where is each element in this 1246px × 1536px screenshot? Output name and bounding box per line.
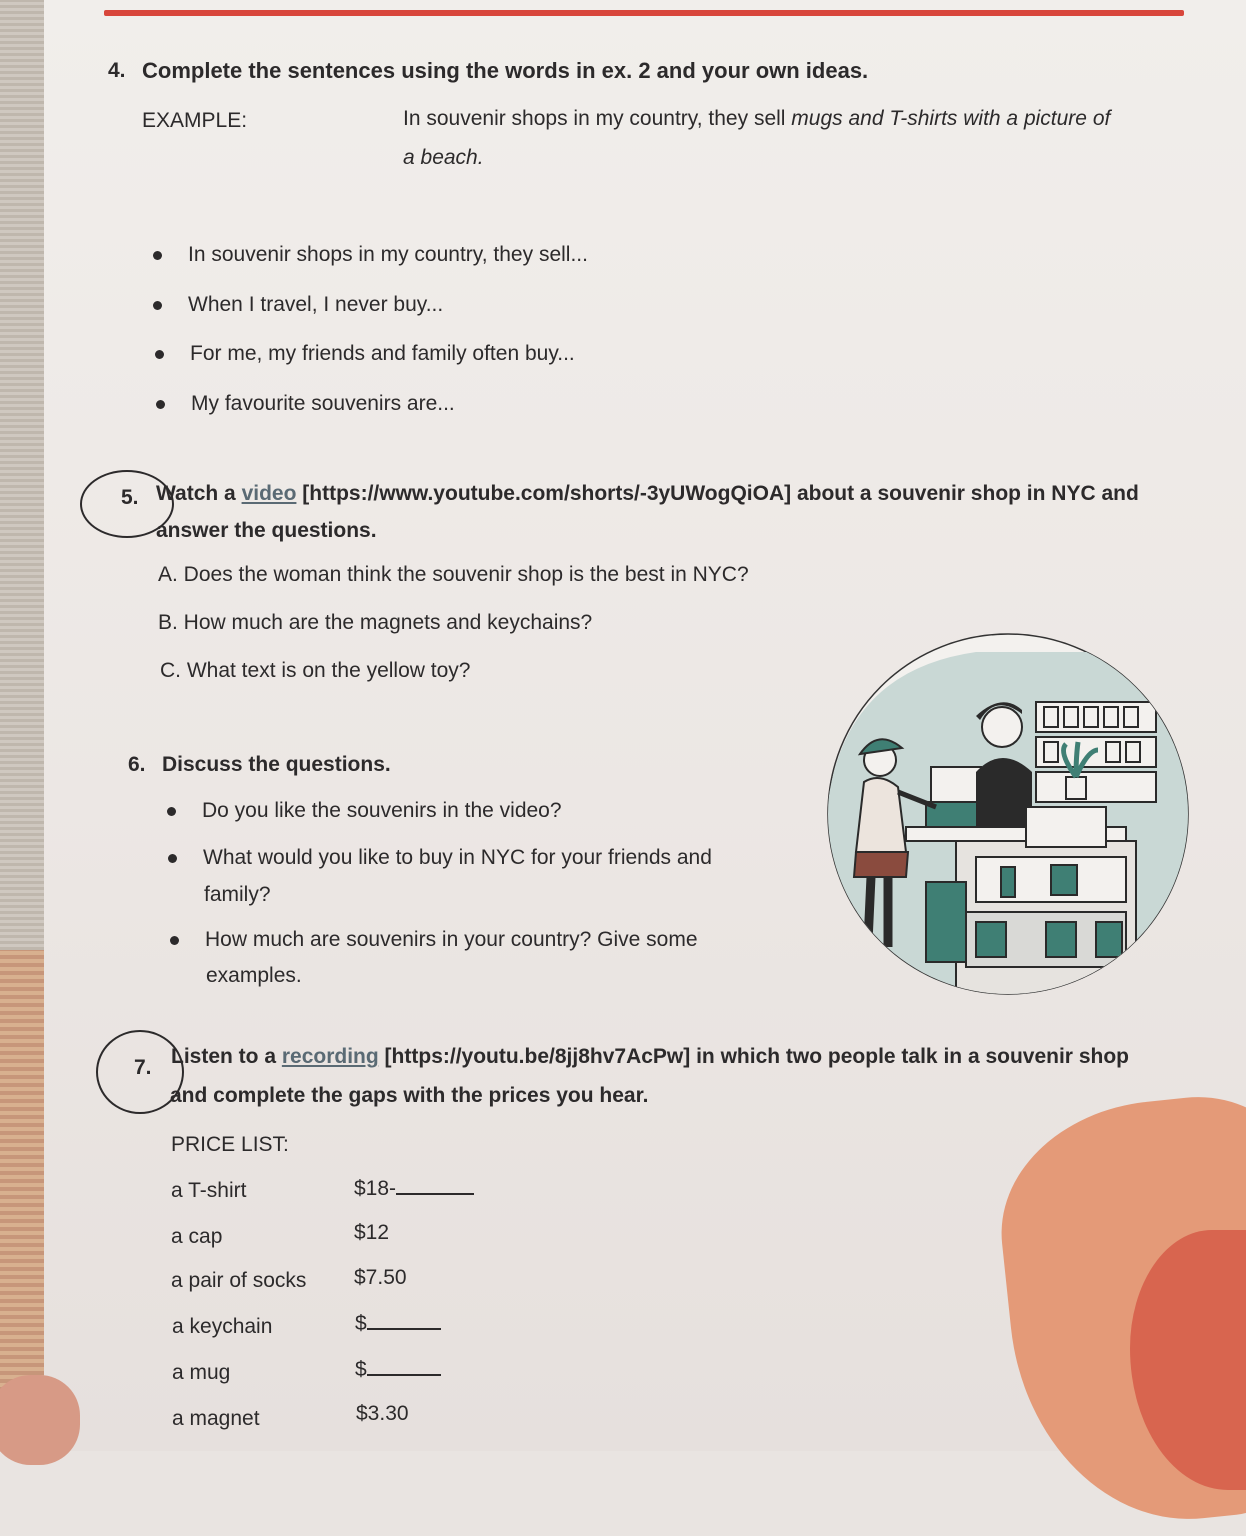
price-item-name: a pair of socks <box>171 1269 307 1292</box>
price-item-name: a magnet <box>172 1407 260 1430</box>
souvenir-shop-illustration <box>826 632 1190 996</box>
ex4-bullet-4: My favourite souvenirs are... <box>191 392 455 415</box>
price-gap-mug[interactable] <box>367 1358 441 1376</box>
ex6-bullet-2-cont: family? <box>204 883 271 906</box>
ex5-question-b: B. How much are the magnets and keychains? <box>158 611 593 634</box>
ex4-example-prefix: In souvenir shops in my country, they sell <box>403 107 792 130</box>
ex7-recording-link[interactable]: recording <box>281 1045 379 1068</box>
ex4-example-label: EXAMPLE: <box>142 109 248 132</box>
ex5-question-a: A. Does the woman think the souvenir shop is the best in NYC? <box>158 563 749 586</box>
ex6-bullet-1: Do you like the souvenirs in the video? <box>202 799 562 822</box>
ex4-example-line1 <box>403 106 1110 132</box>
price-item-value: $18- <box>354 1176 474 1202</box>
price-item-value: $ <box>355 1311 441 1337</box>
ex5-title-b: [https://www.youtube.com/shorts/-3yUWogQiOA] about a souvenir shop in NYC and <box>296 482 1139 505</box>
ex7-title-a: Listen to a <box>171 1045 282 1068</box>
ex4-bullet-3: For me, my friends and family often buy... <box>190 342 575 365</box>
price-item-value: $3.30 <box>356 1402 409 1425</box>
ex5-question-c: C. What text is on the yellow toy? <box>160 659 471 682</box>
ex6-title: Discuss the questions. <box>162 753 391 776</box>
ex5-title-line1 <box>156 481 1139 507</box>
price-item-name: a T-shirt <box>171 1179 247 1202</box>
ex6-bullet-3: How much are souvenirs in your country? Give some <box>205 928 698 951</box>
ex6-bullet-2: What would you like to buy in NYC for your friends and <box>203 846 712 869</box>
price-item-value: $7.50 <box>354 1266 407 1289</box>
price-gap-tshirt[interactable] <box>396 1177 474 1195</box>
top-accent-rule <box>104 10 1184 16</box>
ex6-number: 6. <box>128 753 146 776</box>
price-gap-keychain[interactable] <box>367 1312 441 1330</box>
thumb <box>0 1375 80 1465</box>
ex5-video-link[interactable]: video <box>241 482 297 505</box>
ex7-title-line1 <box>171 1044 1129 1070</box>
ex7-number: 7. <box>134 1056 152 1079</box>
price-item-name: a mug <box>172 1361 231 1384</box>
ex4-example-italic-1: mugs and T-shirts with a picture of <box>791 107 1111 130</box>
ex7-title-b: [https://youtu.be/8jj8hv7AcPw] in which two people talk in a souvenir shop <box>378 1045 1129 1068</box>
ex4-title: Complete the sentences using the words in ex. 2 and your own ideas. <box>142 58 869 83</box>
ex4-number: 4. <box>108 59 126 82</box>
price-item-name: a keychain <box>172 1315 273 1338</box>
ex7-title-line2: and complete the gaps with the prices you hear. <box>170 1084 649 1107</box>
price-list-label: PRICE LIST: <box>171 1133 289 1156</box>
price-item-name: a cap <box>171 1225 223 1248</box>
ex5-title-a: Watch a <box>156 482 242 505</box>
ex6-bullet-3-cont: examples. <box>206 964 302 987</box>
ex4-example-italic-2: a beach. <box>403 146 484 169</box>
ex4-bullet-1: In souvenir shops in my country, they sell... <box>188 243 588 266</box>
price-item-value: $12 <box>354 1221 390 1244</box>
ex5-title-line2: answer the questions. <box>156 519 377 542</box>
ex5-number: 5. <box>121 486 139 509</box>
price-item-value: $ <box>355 1357 441 1383</box>
ex4-bullet-2: When I travel, I never buy... <box>188 293 444 316</box>
